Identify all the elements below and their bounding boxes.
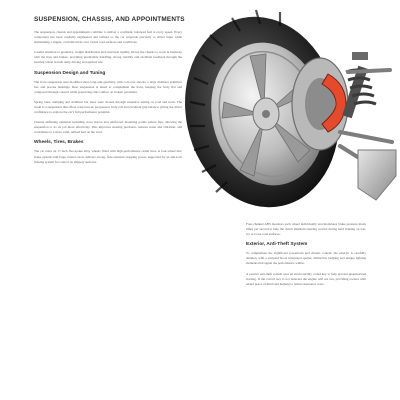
section-heading: Suspension Design and Tuning (34, 70, 106, 76)
paragraph: Chassis stiffening elements including cross braces and reinforced mounting points reduce flex, allowing the suspension to do its job more effectively. This improves steering precision, reduces noise and vibration, and contributes to a more solid, refined feel on the road. (34, 120, 182, 135)
paragraph: A passive anti-theft system uses an electronically coded key to help prevent unauthorized starting. If the correct key is not detected the engine will not run, providing owners with added peace of mind and helping to reduce insurance costs. (246, 271, 366, 286)
subframe (358, 150, 396, 200)
section-heading: Exterior, Anti-Theft System (246, 242, 308, 248)
section-heading: Wheels, Tires, Brakes (34, 140, 84, 146)
paragraph: To complement the significant powertrain and chassis content, the exterior is carefully detailed, with a sculpted hood, integrated spoiler, distinctive badging and unique lighting elements that signal the performance within. (246, 251, 366, 266)
paragraph: Spring rates, damping and stabilizer bar sizes were chosen through extensive testing on road and track. The result is a suspension that offers crisp turn-in, progressive body roll and excellent grip balance, giving the driver confidence to explore the car's full performance potential. (34, 99, 182, 115)
coil-over-shock (342, 52, 376, 118)
paragraph: Careful attention to geometry, weight distribution and structural rigidity allows the chassis to work in harmony with the tires and brakes, providing predictable handling, strong stability and excellent feedback through the steering wheel in both daily driving and spirited use. (34, 50, 182, 65)
paragraph: Four-channel ABS monitors each wheel individually and modulates brake pressure many times per second to help the driver maintain steering control during hard braking on wet, icy or loose road surfaces. (246, 222, 366, 237)
page-heading: SUSPENSION, CHASSIS, AND APPOINTMENTS (34, 16, 185, 23)
paragraph: The suspension, chassis and appointments combine to deliver a confident, balanced feel at every speed. Every component has been carefully engineered and refined so the car responds precisely to driver input while maintaining a supple, controlled ride over varied road surfaces and conditions. (34, 30, 182, 45)
paragraph: The front suspension uses modified short-long-arm geometry with coil-over shocks, a large diameter stabilizer bar, and precise bushings. Rear suspension is tuned to complement the front, keeping the body flat and composed through corners while preserving ride comfort on broken pavement. (34, 79, 182, 94)
right-text-column (246, 222, 366, 392)
paragraph: The car rides on 17-inch five-spoke alloy wheels fitted with high-performance radial tires. A four-wheel disc brake system with large vented rotors delivers strong, fade-resistant stopping power, supported by an anti-lock braking system for control on slippery surfaces. (34, 149, 182, 164)
suspension-illustration (180, 0, 400, 222)
left-text-column (34, 30, 182, 396)
